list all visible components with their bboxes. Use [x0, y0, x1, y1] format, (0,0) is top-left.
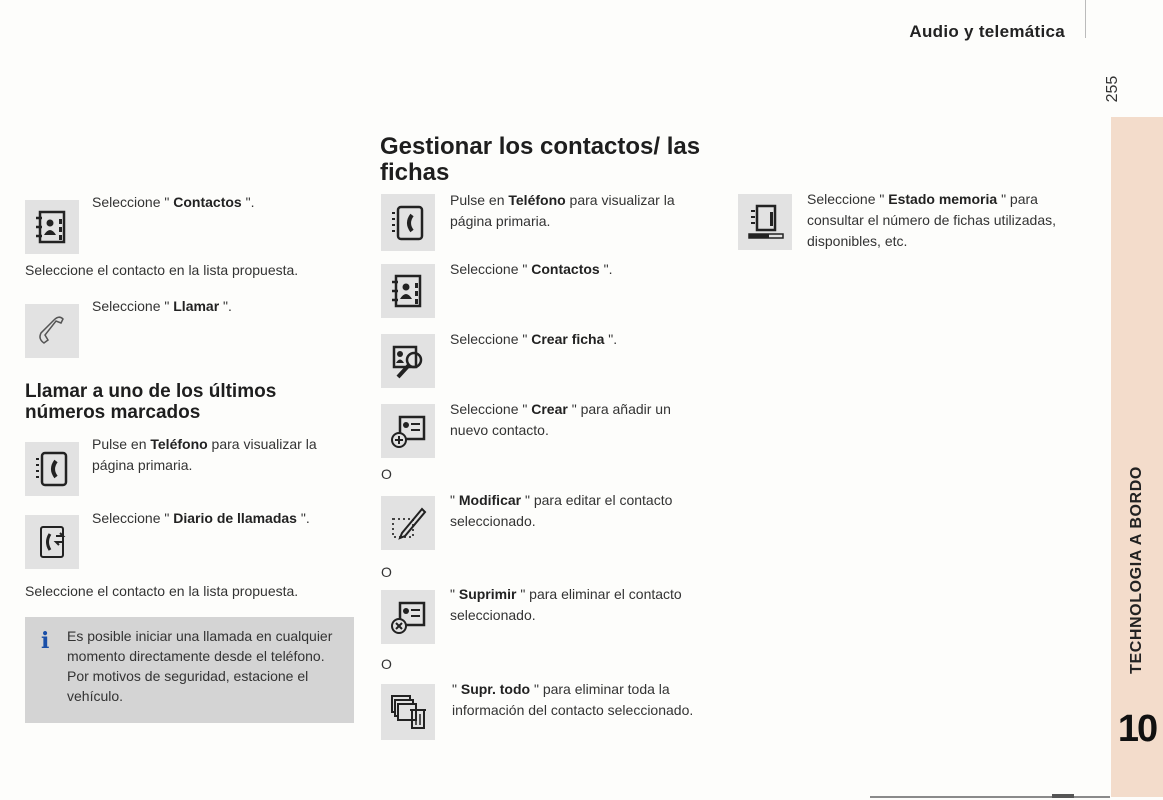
safety-note [25, 617, 354, 723]
call-log-icon [25, 515, 79, 569]
contacts-book-icon [25, 200, 79, 254]
left-select-contact-1: Seleccione el contacto en la lista propuesta. [25, 262, 299, 278]
contacts-book-icon [381, 264, 435, 318]
handset-icon [25, 304, 79, 358]
chapter-label: TECHNOLOGIA A BORDO [1128, 466, 1145, 674]
safety-note-text: Es posible iniciar una llamada en cualquier momento directamente desde el teléfono. Por motivos de seguridad, estacione el vehículo. [67, 628, 333, 704]
create-card-icon [381, 334, 435, 388]
middle-step-create-card: Seleccione " Crear ficha ". [450, 331, 618, 347]
left-step-contacts: Seleccione " Contactos ". [92, 194, 255, 210]
middle-step-phone: Pulse en Teléfono para visualizar la página primaria. [450, 192, 675, 229]
delete-contact-icon [381, 590, 435, 644]
middle-step-delete-all: " Supr. todo " para eliminar toda la información del contacto seleccionado. [452, 681, 694, 718]
page-number: 255 [1104, 75, 1121, 103]
or-separator: O [381, 564, 392, 580]
or-separator: O [381, 466, 392, 482]
bottom-rule [870, 796, 1110, 798]
add-contact-icon [381, 404, 435, 458]
middle-heading: Gestionar los contactos/ las fichas [380, 133, 701, 186]
left-step-call-log: Seleccione " Diario de llamadas ". [92, 510, 310, 526]
middle-step-modify: " Modificar " para editar el contacto seleccionado. [450, 492, 673, 529]
phone-menu-icon [381, 194, 435, 251]
or-separator: O [381, 656, 392, 672]
phone-menu-icon [25, 442, 79, 496]
info-icon: i [41, 628, 50, 654]
left-heading: Llamar a uno de los últimos números marcados [25, 381, 277, 423]
edit-icon [381, 496, 435, 550]
memory-status-icon [738, 194, 792, 250]
left-select-contact-2: Seleccione el contacto en la lista propuesta. [25, 583, 299, 599]
header-divider [1085, 0, 1086, 38]
left-step-phone: Pulse en Teléfono para visualizar la página primaria. [92, 436, 317, 473]
left-step-call: Seleccione " Llamar ". [92, 298, 232, 314]
middle-step-contacts: Seleccione " Contactos ". [450, 261, 613, 277]
delete-all-icon [381, 684, 435, 740]
middle-step-create: Seleccione " Crear " para añadir un nuevo contacto. [450, 401, 671, 438]
bottom-rule-mark [1052, 794, 1074, 798]
chapter-number: 10 [1117, 708, 1157, 750]
header-title: Audio y telemática [909, 22, 1065, 41]
right-step-memory: Seleccione " Estado memoria " para consultar el número de fichas utilizadas, disponibles, etc. [807, 191, 1057, 249]
middle-step-delete: " Suprimir " para eliminar el contacto seleccionado. [450, 586, 682, 623]
